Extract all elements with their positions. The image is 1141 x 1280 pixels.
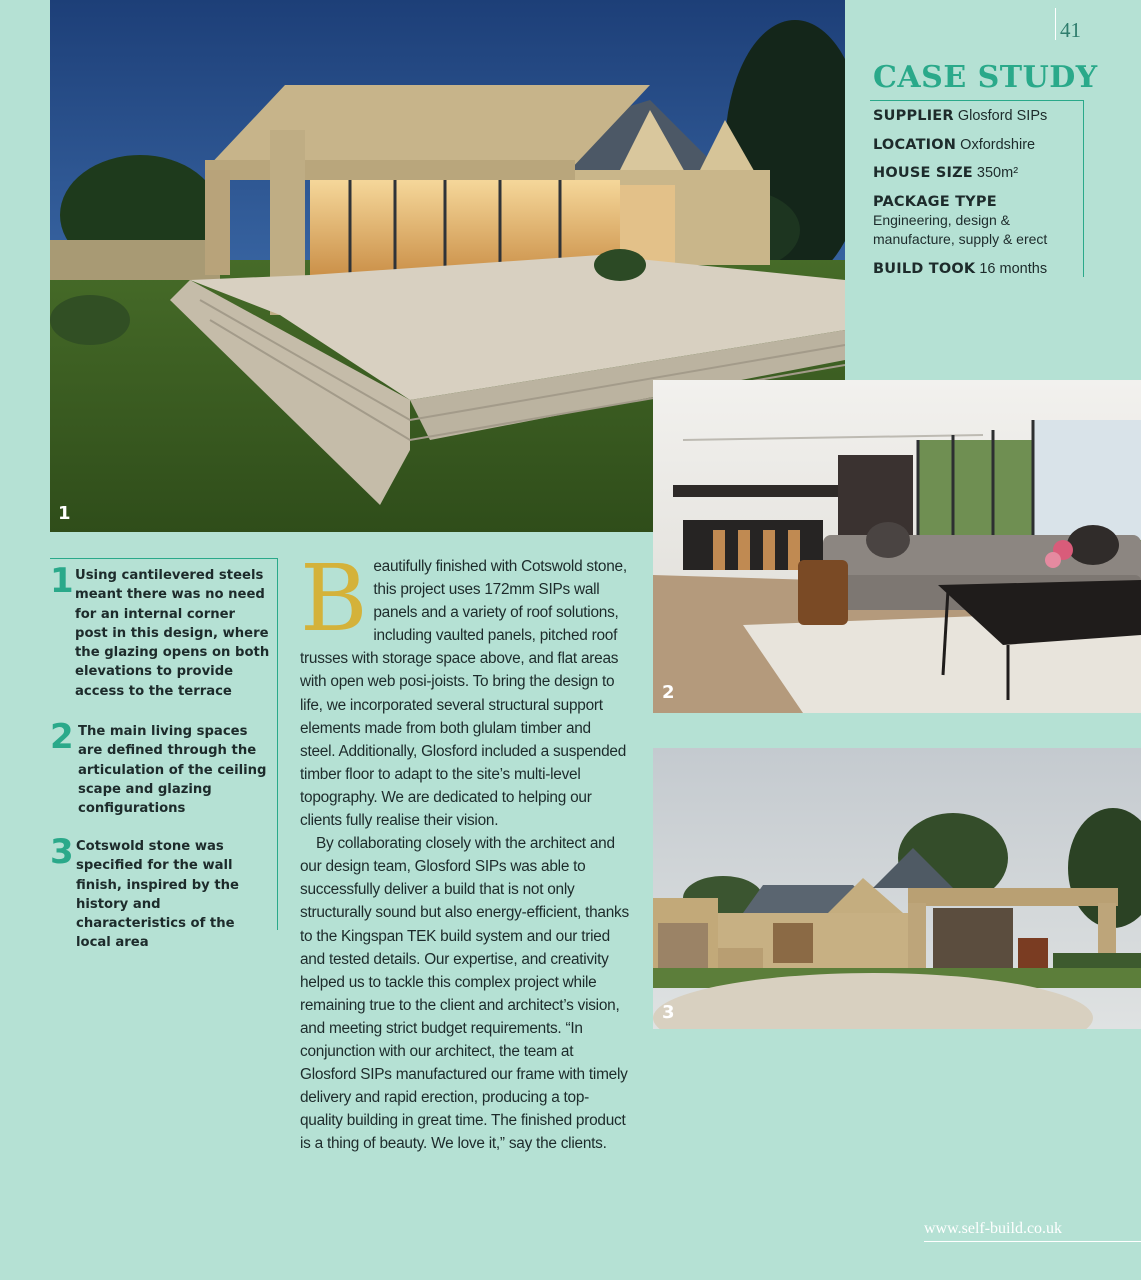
article-paragraph-1	[300, 545, 630, 832]
photo-3	[653, 748, 1141, 1029]
case-study-box	[870, 100, 1084, 277]
case-study-package-type	[873, 193, 1073, 249]
photo-2-image	[653, 380, 1141, 713]
package-type-label: PACKAGE TYPE	[873, 194, 997, 210]
caption-3-number: 3	[50, 832, 74, 872]
location-label: LOCATION	[873, 137, 957, 153]
case-study-location	[873, 136, 1035, 154]
location-value: Oxfordshire	[960, 137, 1036, 153]
website-url-rule	[924, 1241, 1141, 1242]
drop-cap: B	[300, 545, 368, 652]
website-url: www.self-build.co.uk	[924, 1220, 1063, 1237]
build-took-label: BUILD TOOK	[873, 261, 976, 277]
caption-2-number: 2	[50, 717, 74, 757]
caption-1	[50, 561, 272, 701]
photo-2	[653, 380, 1141, 713]
case-study-title: CASE STUDY	[873, 60, 1098, 95]
house-size-value: 350m²	[976, 165, 1019, 181]
captions-top-rule	[50, 558, 278, 559]
photo-1-number: 1	[58, 503, 71, 524]
caption-1-number: 1	[50, 561, 74, 601]
captions-side-rule	[277, 558, 278, 930]
caption-1-text: Using cantilevered steels meant there was no need for an internal corner post in this design, where the glazing opens on both elevations to provide access to the terrace	[75, 568, 270, 699]
case-study-supplier	[873, 107, 1047, 125]
house-size-label: HOUSE SIZE	[873, 165, 973, 181]
article-paragraph-1-text: eautifully finished with Cotswold stone, this project uses 172mm SIPs wall panels and a variety of roof solutions, including vaulted panels, pitched roof trusses with storage space above, and flat areas with open web posi-joists. To bring the design to life, we incorporated several structural support elements made from both glulam timber and steel. Additionally, Glosford included a suspended timber floor to adapt to the site’s multi-level topography. We are dedicated to helping our clients fully realise their vision.	[300, 558, 627, 830]
page-number: 41	[1060, 18, 1081, 42]
case-study-house-size	[873, 164, 1018, 182]
photo-2-number: 2	[662, 682, 675, 703]
photo-3-image	[653, 748, 1141, 1029]
case-study-build-took	[873, 260, 1047, 278]
caption-2-text: The main living spaces are defined through the articulation of the ceiling scape and glazing configurations	[78, 724, 267, 817]
article-paragraph-2: By collaborating closely with the architect and our design team, Glosford SIPs was able to successfully deliver a build that is not only structurally sound but also energy-efficient, thanks to the Kingspan TEK build system and our tried and tested details. Our expertise, and creativity helped us to tackle this complex project while remaining true to the client and architect’s vision, and meeting strict budget requirements. “In conjunction with our architect, the team at Glosford SIPs manufactured our frame with timely delivery and rapid erection, producing a top-quality building in great time. The finished product is a thing of beauty. We love it,” say the clients.	[300, 835, 629, 1153]
photo-3-number: 3	[662, 1002, 675, 1023]
caption-2	[50, 717, 272, 818]
page-number-rule	[1055, 8, 1056, 40]
article-body	[300, 545, 630, 1155]
caption-3-text: Cotswold stone was specified for the wall finish, inspired by the history and characteristics of the local area	[76, 839, 239, 951]
caption-3	[50, 832, 272, 953]
build-took-value: 16 months	[979, 261, 1048, 277]
supplier-label: SUPPLIER	[873, 108, 954, 124]
package-type-value: Engineering, design & manufacture, supply & erect	[873, 212, 1048, 247]
supplier-value: Glosford SIPs	[957, 108, 1048, 124]
